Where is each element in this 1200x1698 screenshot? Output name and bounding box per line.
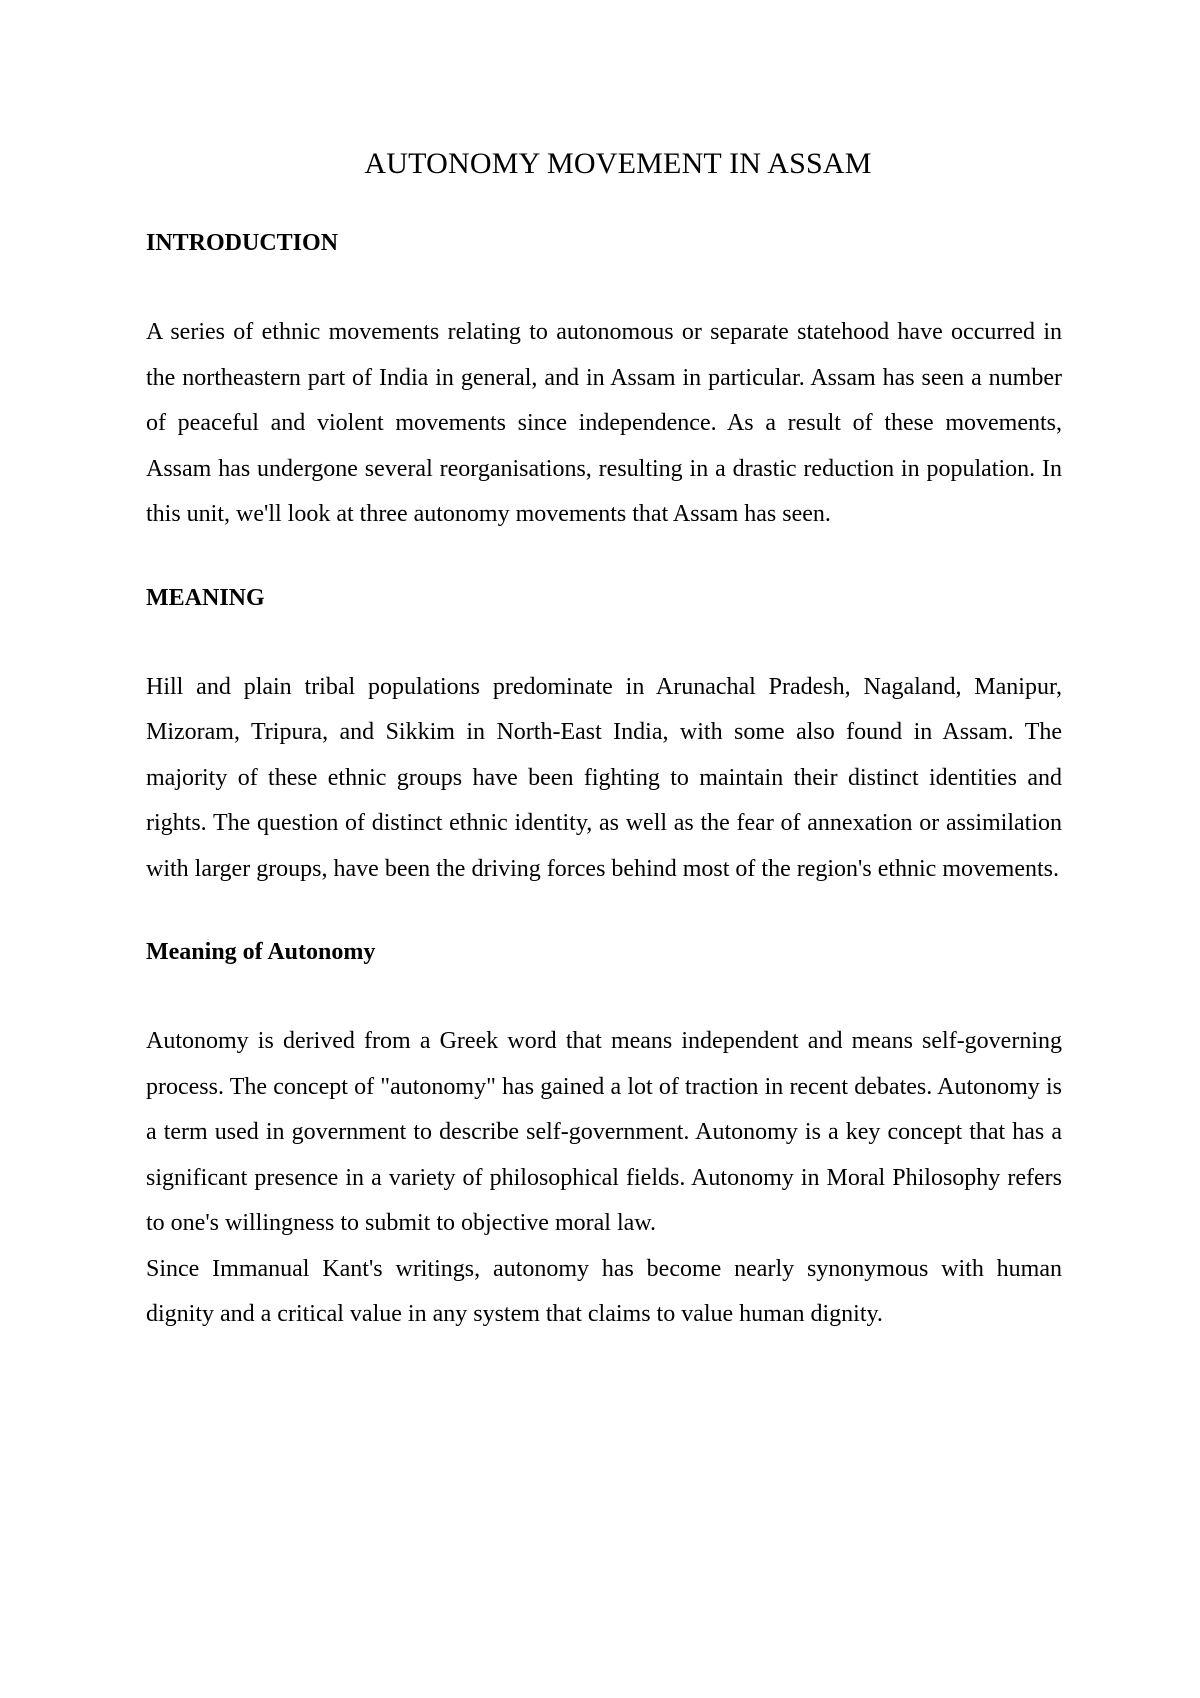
- section-heading-introduction: INTRODUCTION: [146, 230, 339, 256]
- document-title: AUTONOMY MOVEMENT IN ASSAM: [364, 147, 872, 180]
- section-heading-meaning: MEANING: [146, 584, 265, 611]
- section-heading-meaning-of-autonomy: Meaning of Autonomy: [146, 939, 376, 965]
- introduction-paragraph: A series of ethnic movements relating to autonomous or separate statehood have occurred in the northeastern part of India in general, and in Assam in particular. Assam has seen a number of peaceful and violent movements since independence. As a result of these movements, Assam has undergone several reorganisations, resulting in a drastic reduction in population. In this unit, we'll look at three autonomy movements that Assam has seen.: [146, 319, 1062, 527]
- meaning-paragraph: Hill and plain tribal populations predominate in Arunachal Pradesh, Nagaland, Manipur, Mizoram, Tripura, and Sikkim in North-East India, with some also found in Assam. The majority of these ethnic groups have been fighting to maintain their distinct identities and rights. The question of distinct ethnic identity, as well as the fear of annexation or assimilation with larger groups, have been the driving forces behind most of the region's ethnic movements.: [146, 673, 1062, 882]
- document-body: [146, 142, 1062, 1338]
- autonomy-paragraph: Autonomy is derived from a Greek word that means independent and means self-governing process. The concept of "autonomy" has gained a lot of traction in recent debates. Autonomy is a term used in government to describe self-government. Autonomy is a key concept that has a significant presence in a variety of philosophical fields. Autonomy in Moral Philosophy refers to one's willingness to submit to objective moral law.: [146, 1028, 1062, 1236]
- kant-paragraph: Since Immanual Kant's writings, autonomy has become nearly synonymous with human dignity and a critical value in any system that claims to value human dignity.: [146, 1255, 1062, 1327]
